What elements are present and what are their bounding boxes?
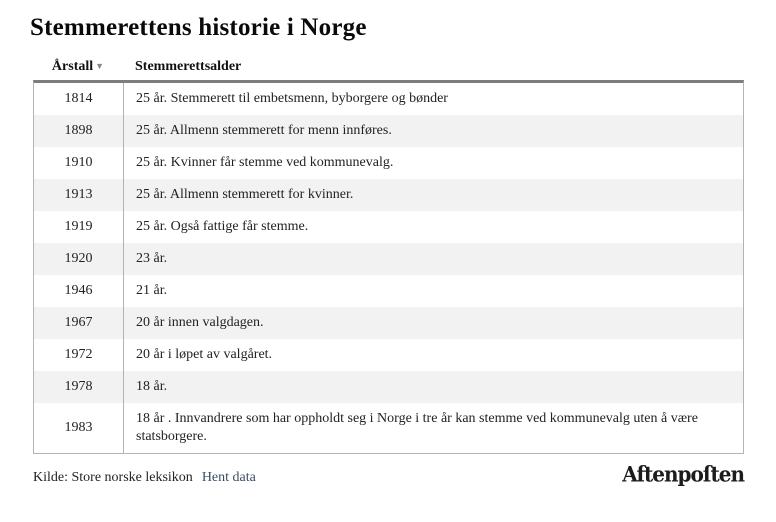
age-cell: 25 år. Allmenn stemmerett for menn innføres. <box>136 123 392 138</box>
page-title: Stemmerettens historie i Norge <box>30 14 367 41</box>
year-cell: 1978 <box>34 371 124 403</box>
year-cell: 1946 <box>34 275 124 307</box>
age-cell: 23 år. <box>136 251 168 266</box>
year-cell: 1983 <box>34 403 124 453</box>
table-row <box>34 243 743 275</box>
year-cell: 1919 <box>34 211 124 243</box>
table-row <box>34 275 743 307</box>
year-cell: 1910 <box>34 147 124 179</box>
table-row <box>34 147 743 179</box>
year-cell: 1913 <box>34 179 124 211</box>
column-header-age[interactable] <box>123 59 744 75</box>
table-row <box>34 339 743 371</box>
footer <box>33 462 744 486</box>
aftenposten-logo[interactable]: Aftenpoſten <box>622 461 744 487</box>
column-header-year[interactable] <box>33 59 123 75</box>
age-cell: 25 år. Også fattige får stemme. <box>136 219 309 234</box>
column-header-year-label: Årstall <box>51 59 94 74</box>
year-cell: 1972 <box>34 339 124 371</box>
age-cell: 20 år innen valgdagen. <box>136 315 264 330</box>
age-cell: 20 år i løpet av valgåret. <box>136 347 273 362</box>
voting-rights-table <box>33 80 744 454</box>
source-label: Kilde: Store norske leksikon <box>33 470 193 485</box>
source-line <box>33 470 256 486</box>
table-header-row <box>33 59 744 75</box>
table-row <box>34 371 743 403</box>
year-cell: 1967 <box>34 307 124 339</box>
table-row <box>34 115 743 147</box>
table-row <box>34 307 743 339</box>
age-cell: 25 år. Allmenn stemmerett for kvinner. <box>136 187 354 202</box>
year-cell: 1898 <box>34 115 124 147</box>
table-row <box>34 211 743 243</box>
download-data-link[interactable]: Hent data <box>201 470 256 485</box>
age-cell: 18 år . Innvandrere som har oppholdt seg i Norge i tre år kan stemme ved kommunevalg uten å være statsborgere. <box>136 411 698 444</box>
age-cell: 25 år. Kvinner får stemme ved kommunevalg. <box>136 155 394 170</box>
table-row <box>34 83 743 115</box>
age-cell: 18 år. <box>136 379 168 394</box>
age-cell: 21 år. <box>136 283 168 298</box>
column-header-age-label: Stemmerettsalder <box>135 59 242 74</box>
age-cell: 25 år. Stemmerett til embetsmenn, byborgere og bønder <box>136 91 448 106</box>
year-cell: 1920 <box>34 243 124 275</box>
table-row <box>34 403 743 453</box>
table-row <box>34 179 743 211</box>
sort-desc-icon: ▼ <box>95 61 105 71</box>
year-cell: 1814 <box>34 83 124 115</box>
